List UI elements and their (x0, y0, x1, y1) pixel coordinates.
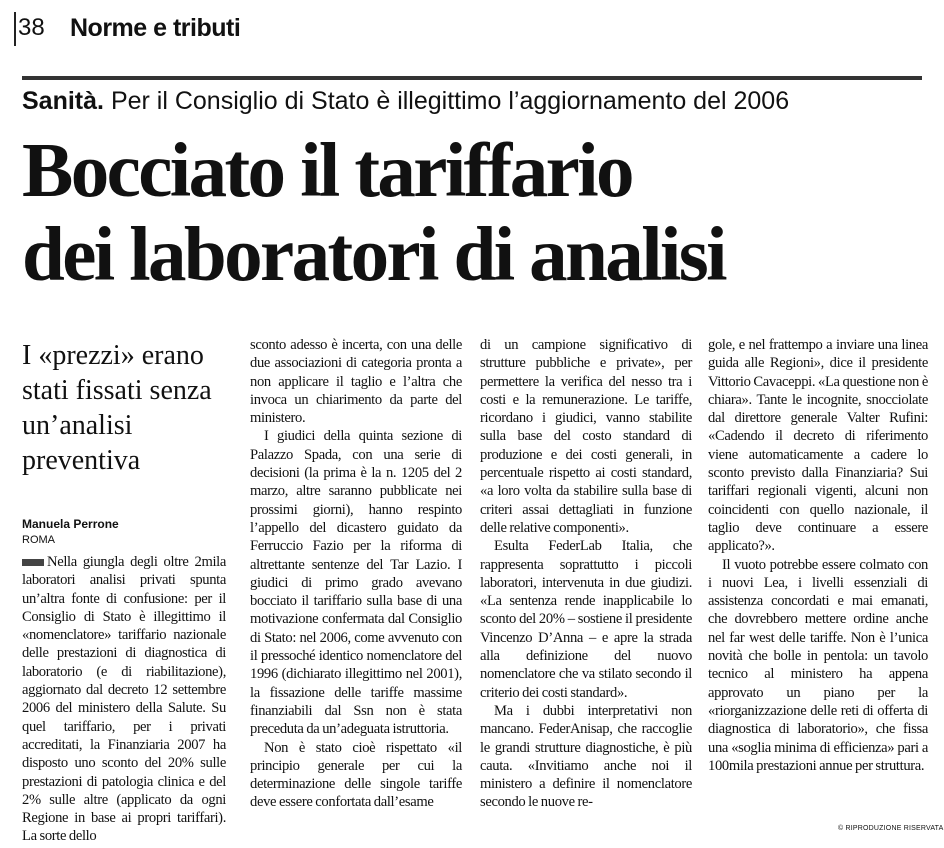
paragraph: Il vuoto potrebbe essere colmato con i nuovi Lea, i livelli essenziali di assistenza concordati e mai emanati, che dovrebbero mettere ordine anche nel far west delle tariffe. Non è l’unica novità che bolle in pentola: un tavolo tecnico al ministero ha appena approvato un piano per la «riorganizzazione delle reti di offerta di diagnostica di laboratorio», che fissa una «soglia minima di efficienza» pari a 100mila prestazioni annue per struttura. (708, 556, 928, 774)
copyright-notice: © RIPRODUZIONE RISERVATA (838, 825, 944, 832)
headline-line-2: dei laboratori di analisi (22, 211, 725, 297)
article-column-3 (480, 336, 692, 812)
dateline-location: ROMA (22, 534, 55, 546)
paragraph: Non è stato cioè rispettato «il principio generale per cui la determinazione delle singole tariffe deve essere confortata dall’esame (250, 739, 462, 811)
paragraph-start-marker (22, 559, 44, 566)
headline-line-1: Bocciato il tariffario (22, 127, 632, 213)
paragraph: Ma i dubbi interpretativi non mancano. FederAnisap, che raccoglie le grandi strutture diagnostiche, è più cauta. «Invitiamo anche noi il ministero a definire il nomenclatore secondo le nuove re- (480, 702, 692, 811)
kicker (22, 87, 789, 116)
paragraph-text: Nella giungla degli oltre 2mila laboratori analisi privati spunta un’altra fonte di confusione: per il Consiglio di Stato è illegittimo il «nomenclatore» tariffario nazionale delle prestazioni di diagnostica di laboratorio (e di riabilitazione), aggiornato dal decreto 12 settembre 2006 del ministero della Salute. Su quel tariffario, per i privati accreditati, la Finanziaria 2007 ha disposto uno sconto del 20% sulle prestazioni di patologia clinica e del 2% sulle altre (applicato da ogni Regione in base ai propri tariffari). La sorte dello (22, 554, 226, 845)
paragraph (22, 553, 226, 846)
kicker-text: Per il Consiglio di Stato è illegittimo l’aggiornamento del 2006 (110, 87, 790, 115)
standfirst: I «prezzi» erano stati fissati senza un’analisi preventiva (22, 340, 212, 476)
paragraph: gole, e nel frattempo a inviare una linea guida alle Regioni», dice il presidente Vittorio Cavaceppi. «La questione non è chiara». Tante le incognite, snocciolate dal direttore generale Valter Rufini: «Cadendo il decreto di riferimento viene automaticamente a cadere lo sconto previsto dalla Finanziaria? Sui tariffari regionali vigenti, alcuni non coincidenti con quello nazionale, il taglio deve continuare a essere applicato?». (708, 337, 928, 555)
top-rule (22, 76, 922, 80)
kicker-label: Sanità. (22, 87, 104, 115)
article-column-4 (708, 336, 928, 775)
headline (22, 128, 932, 296)
paragraph: di un campione significativo di strutture pubbliche e private», per permettere la verifica del nesso tra i costi e la remunerazione. Le tariffe, ricordano i giudici, vanno stabilite sulla base del costo standard di produzione e dei costi generali, in percentuale rispetto ai costi standard, «a loro volta da stabilire sulla base di criteri assai dettagliati in funzione delle relative componenti». (480, 337, 692, 536)
paragraph: sconto adesso è incerta, con una delle due associazioni di categoria pronta a non applicare il taglio e l’altra che invoca un chiarimento da parte del ministero. (250, 337, 462, 427)
page-number: 38 (18, 14, 45, 41)
paragraph: I giudici della quinta sezione di Palazzo Spada, con una serie di decisioni (la prima è la n. 1205 del 2 marzo, altre saranno pubblicate nei prossimi giorni), hanno respinto l’appello del dicastero guidato da Ferruccio Fazio per la riforma di altrettante sentenze del Tar Lazio. I giudici di primo grado avevano bocciato il tariffario sulla base di una motivazione confermata dal Consiglio di Stato: nel 2006, come avvenuto con il pressoché identico nomenclatore del 1996 (dichiarato illegittimo nel 2001), la fissazione delle tariffe massime finanziabili dal Ssn non è stata preceduta da un’adeguata istruttoria. (250, 428, 462, 738)
section-title: Norme e tributi (70, 14, 241, 42)
author: Manuela Perrone (22, 517, 119, 531)
article-column-1 (22, 553, 226, 846)
paragraph: Esulta FederLab Italia, che rappresenta soprattutto i piccoli laboratori, intervenuta in due giudizi. «La sentenza rende inapplicabile lo sconto del 20% – sostiene il presidente Vincenzo D’Anna – e apre la strada alla definizione del nuovo nomenclatore che va stilato secondo il criterio dei costi standard». (480, 538, 692, 701)
article-column-2 (250, 336, 462, 812)
